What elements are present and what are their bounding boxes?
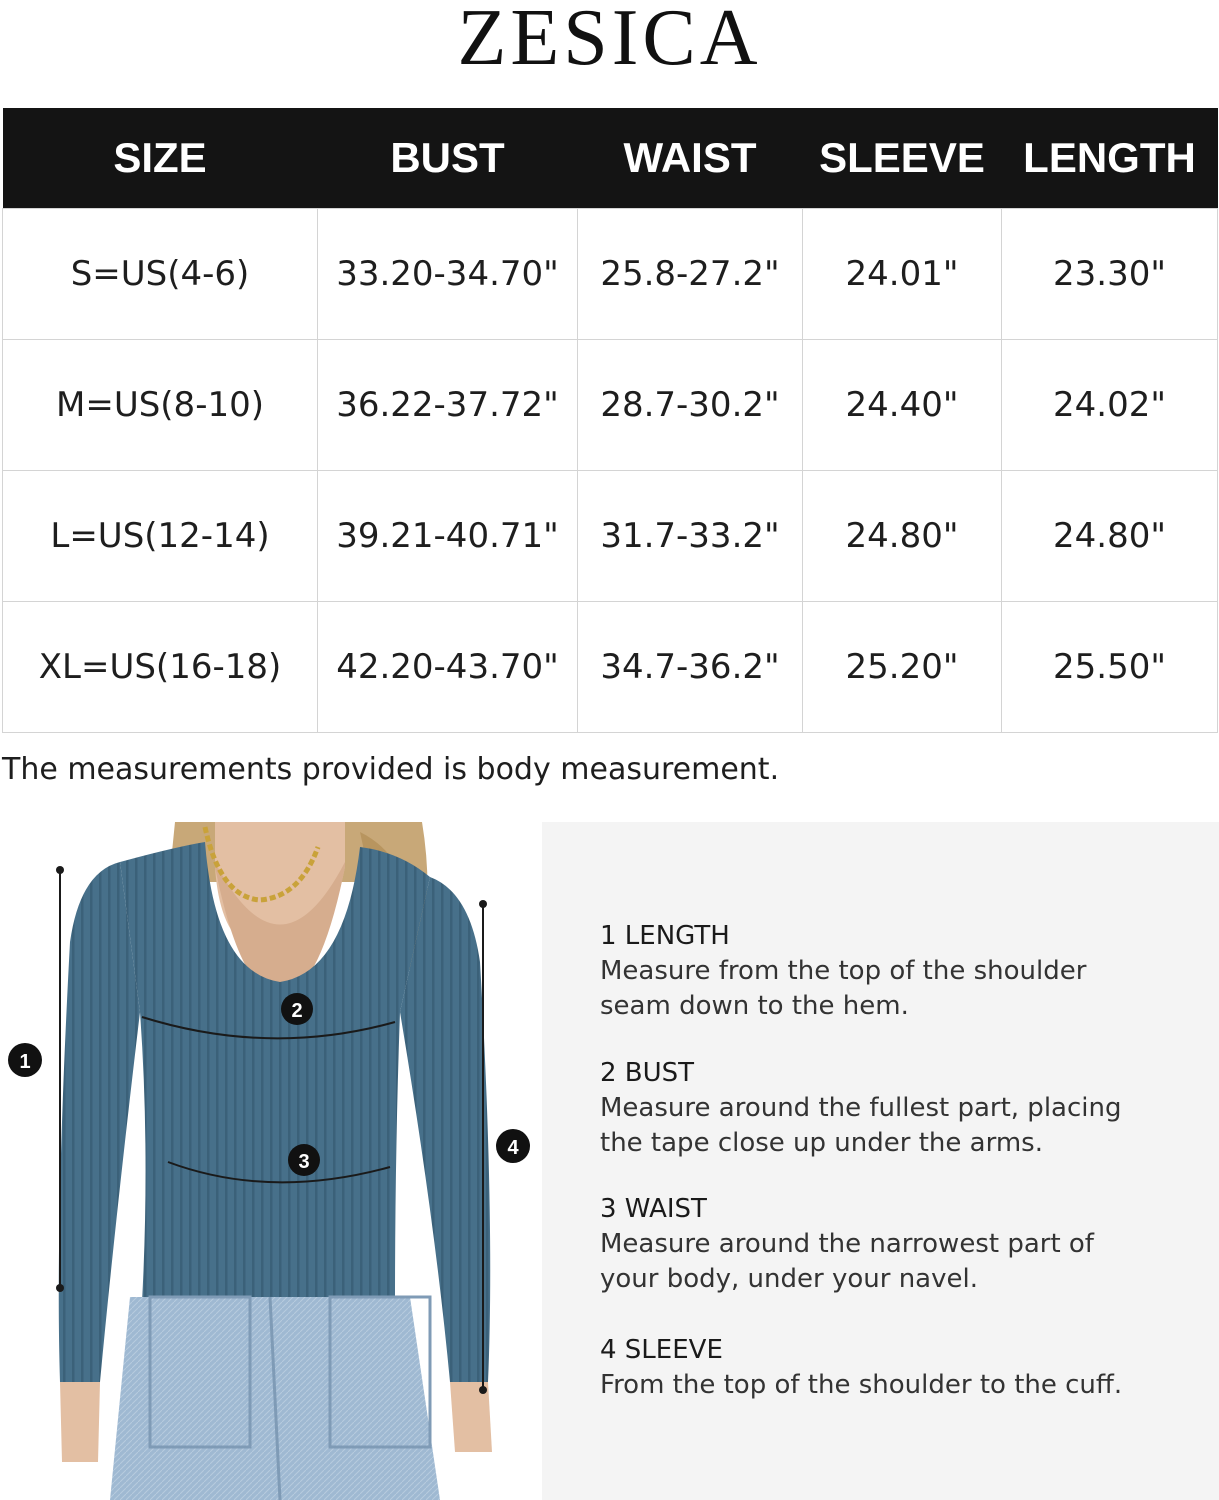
cell-size: L=US(12-14) xyxy=(3,471,318,602)
header-size: SIZE xyxy=(3,108,318,209)
guide-waist-line1: Measure around the narrowest part of xyxy=(600,1229,1094,1259)
marker-2 xyxy=(281,993,313,1025)
cell-length: 23.30" xyxy=(1002,209,1218,340)
cell-waist: 34.7-36.2" xyxy=(578,602,803,733)
guide-sleeve-title: 4 SLEEVE xyxy=(600,1335,723,1365)
measurement-note: The measurements provided is body measurement. xyxy=(2,752,780,787)
cell-waist: 31.7-33.2" xyxy=(578,471,803,602)
guide-bust-line2: the tape close up under the arms. xyxy=(600,1128,1043,1158)
table-row xyxy=(3,602,1218,733)
guide-waist-line2: your body, under your navel. xyxy=(600,1264,978,1294)
header-waist: WAIST xyxy=(578,108,803,209)
cell-sleeve: 25.20" xyxy=(803,602,1002,733)
brand-logo: ZESICA xyxy=(457,0,762,82)
cell-length: 24.80" xyxy=(1002,471,1218,602)
cell-length: 24.02" xyxy=(1002,340,1218,471)
guide-sleeve-line1: From the top of the shoulder to the cuff. xyxy=(600,1370,1123,1400)
cell-size: S=US(4-6) xyxy=(3,209,318,340)
table-header-row xyxy=(3,108,1218,209)
cell-length: 25.50" xyxy=(1002,602,1218,733)
guide-bust xyxy=(600,1055,1200,1161)
measure-guide-panel xyxy=(542,822,1219,1500)
header-length: LENGTH xyxy=(1002,108,1218,209)
marker-3 xyxy=(288,1144,320,1176)
svg-text:4: 4 xyxy=(507,1137,519,1159)
guide-sleeve xyxy=(600,1332,1200,1403)
marker-1 xyxy=(8,1043,42,1077)
guide-length-line1: Measure from the top of the shoulder xyxy=(600,956,1087,986)
guide-length-line2: seam down to the hem. xyxy=(600,991,909,1021)
cell-sleeve: 24.40" xyxy=(803,340,1002,471)
svg-text:2: 2 xyxy=(291,1000,303,1022)
cell-bust: 39.21-40.71" xyxy=(318,471,578,602)
cell-sleeve: 24.01" xyxy=(803,209,1002,340)
model-photo xyxy=(0,822,540,1500)
cell-waist: 28.7-30.2" xyxy=(578,340,803,471)
cell-size: XL=US(16-18) xyxy=(3,602,318,733)
cell-bust: 36.22-37.72" xyxy=(318,340,578,471)
table-row xyxy=(3,209,1218,340)
svg-text:3: 3 xyxy=(298,1151,310,1173)
size-chart-table xyxy=(2,108,1218,733)
table-row xyxy=(3,471,1218,602)
cell-sleeve: 24.80" xyxy=(803,471,1002,602)
cell-waist: 25.8-27.2" xyxy=(578,209,803,340)
svg-text:1: 1 xyxy=(19,1051,31,1073)
guide-bust-line1: Measure around the fullest part, placing xyxy=(600,1093,1122,1123)
guide-waist-title: 3 WAIST xyxy=(600,1194,707,1224)
marker-4 xyxy=(496,1129,530,1163)
guide-length xyxy=(600,918,1200,1024)
header-sleeve: SLEEVE xyxy=(803,108,1002,209)
guide-length-title: 1 LENGTH xyxy=(600,921,730,951)
guide-waist xyxy=(600,1191,1200,1297)
cell-bust: 33.20-34.70" xyxy=(318,209,578,340)
cell-bust: 42.20-43.70" xyxy=(318,602,578,733)
guide-bust-title: 2 BUST xyxy=(600,1058,695,1088)
header-bust: BUST xyxy=(318,108,578,209)
cell-size: M=US(8-10) xyxy=(3,340,318,471)
table-row xyxy=(3,340,1218,471)
